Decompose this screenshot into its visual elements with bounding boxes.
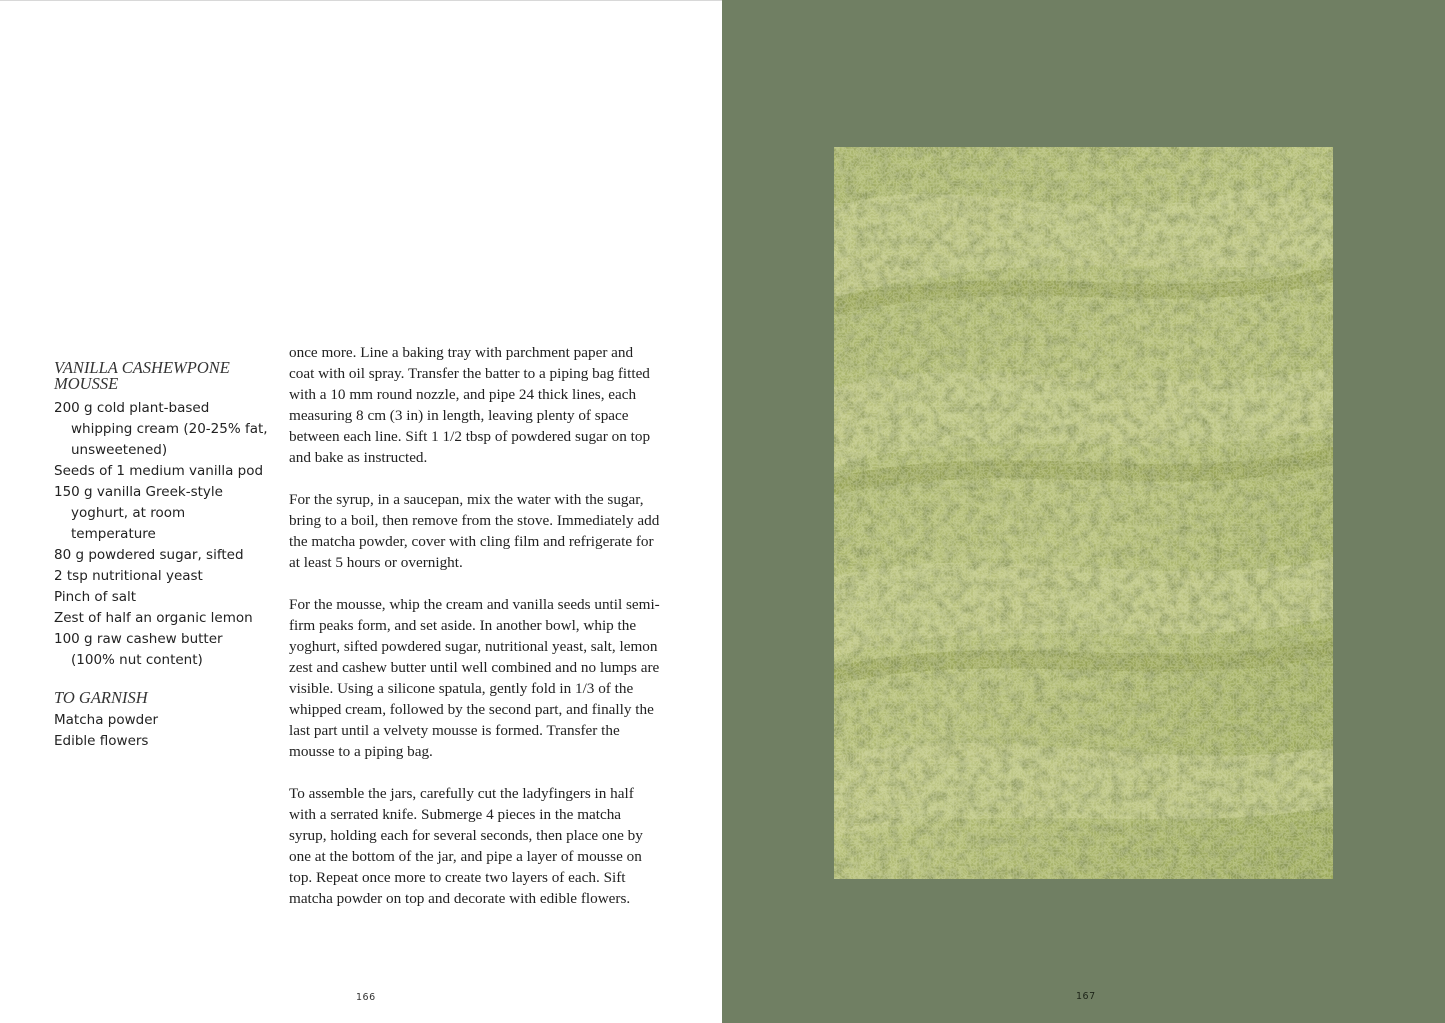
left-page: [0, 0, 722, 1023]
ingredients-column: [54, 360, 269, 752]
method-paragraph: To assemble the jars, carefully cut the ladyfingers in half with a serrated knife. Submerge 4 pieces in the matcha syrup, holding each for several seconds, then place one by one at the bottom of the jar, and pipe a layer of mousse on top. Repeat once more to create two layers of each. Sift matcha powder on top and decorate with edible flowers.: [289, 785, 643, 907]
ingredient-item: Seeds of 1 medium vanilla pod: [54, 463, 264, 479]
mousse-heading: VANILLA CASHEWPONE MOUSSE: [54, 358, 230, 393]
ingredient-item: 2 tsp nutritional yeast: [54, 568, 203, 584]
ingredient-item: Zest of half an organic lemon: [54, 610, 253, 626]
method-paragraph: For the mousse, whip the cream and vanilla seeds until semi-firm peaks form, and set aside. In another bowl, whip the yoghurt, sifted powdered sugar, nutritional yeast, salt, lemon zest and cashew butter until well combined and no lumps are visible. Using a silicone spatula, gently fold in 1/3 of the whipped cream, followed by the second part, and finally the last part until a velvety mousse is formed. Transfer the mousse to a piping bag.: [289, 596, 660, 760]
matcha-powder-photo: [834, 147, 1333, 879]
ingredient-item: 150 g vanilla Greek-style yoghurt, at room temperature: [54, 484, 223, 542]
page-number-right: 167: [1076, 991, 1096, 1002]
garnish-heading: TO GARNISH: [54, 688, 148, 707]
mousse-ingredient-list: [54, 398, 269, 671]
ingredient-item: Matcha powder: [54, 712, 159, 728]
ingredient-item: Pinch of salt: [54, 589, 137, 605]
ingredient-item: 80 g powdered sugar, sifted: [54, 547, 244, 563]
garnish-ingredient-list: [54, 710, 269, 752]
ingredient-item: 100 g raw cashew butter (100% nut content): [54, 631, 223, 668]
method-paragraph: For the syrup, in a saucepan, mix the water with the sugar, bring to a boil, then remove from the stove. Immediately add the matcha powder, cover with cling film and refrigerate for at least 5 hours or overnight.: [289, 491, 660, 571]
page-number-left: 166: [356, 992, 376, 1003]
method-paragraph: once more. Line a baking tray with parchment paper and coat with oil spray. Transfer the batter to a piping bag fitted with a 10 mm round nozzle, and pipe 24 thick lines, each measuring 8 cm (3 in) in length, leaving plenty of space between each line. Sift 1 1/2 tbsp of powdered sugar on top and bake as instructed.: [289, 344, 651, 466]
method-column: [289, 342, 661, 930]
ingredient-item: 200 g cold plant-based whipping cream (20-25% fat, unsweetened): [54, 400, 268, 458]
ingredient-item: Edible flowers: [54, 733, 149, 749]
right-page: [722, 0, 1445, 1023]
